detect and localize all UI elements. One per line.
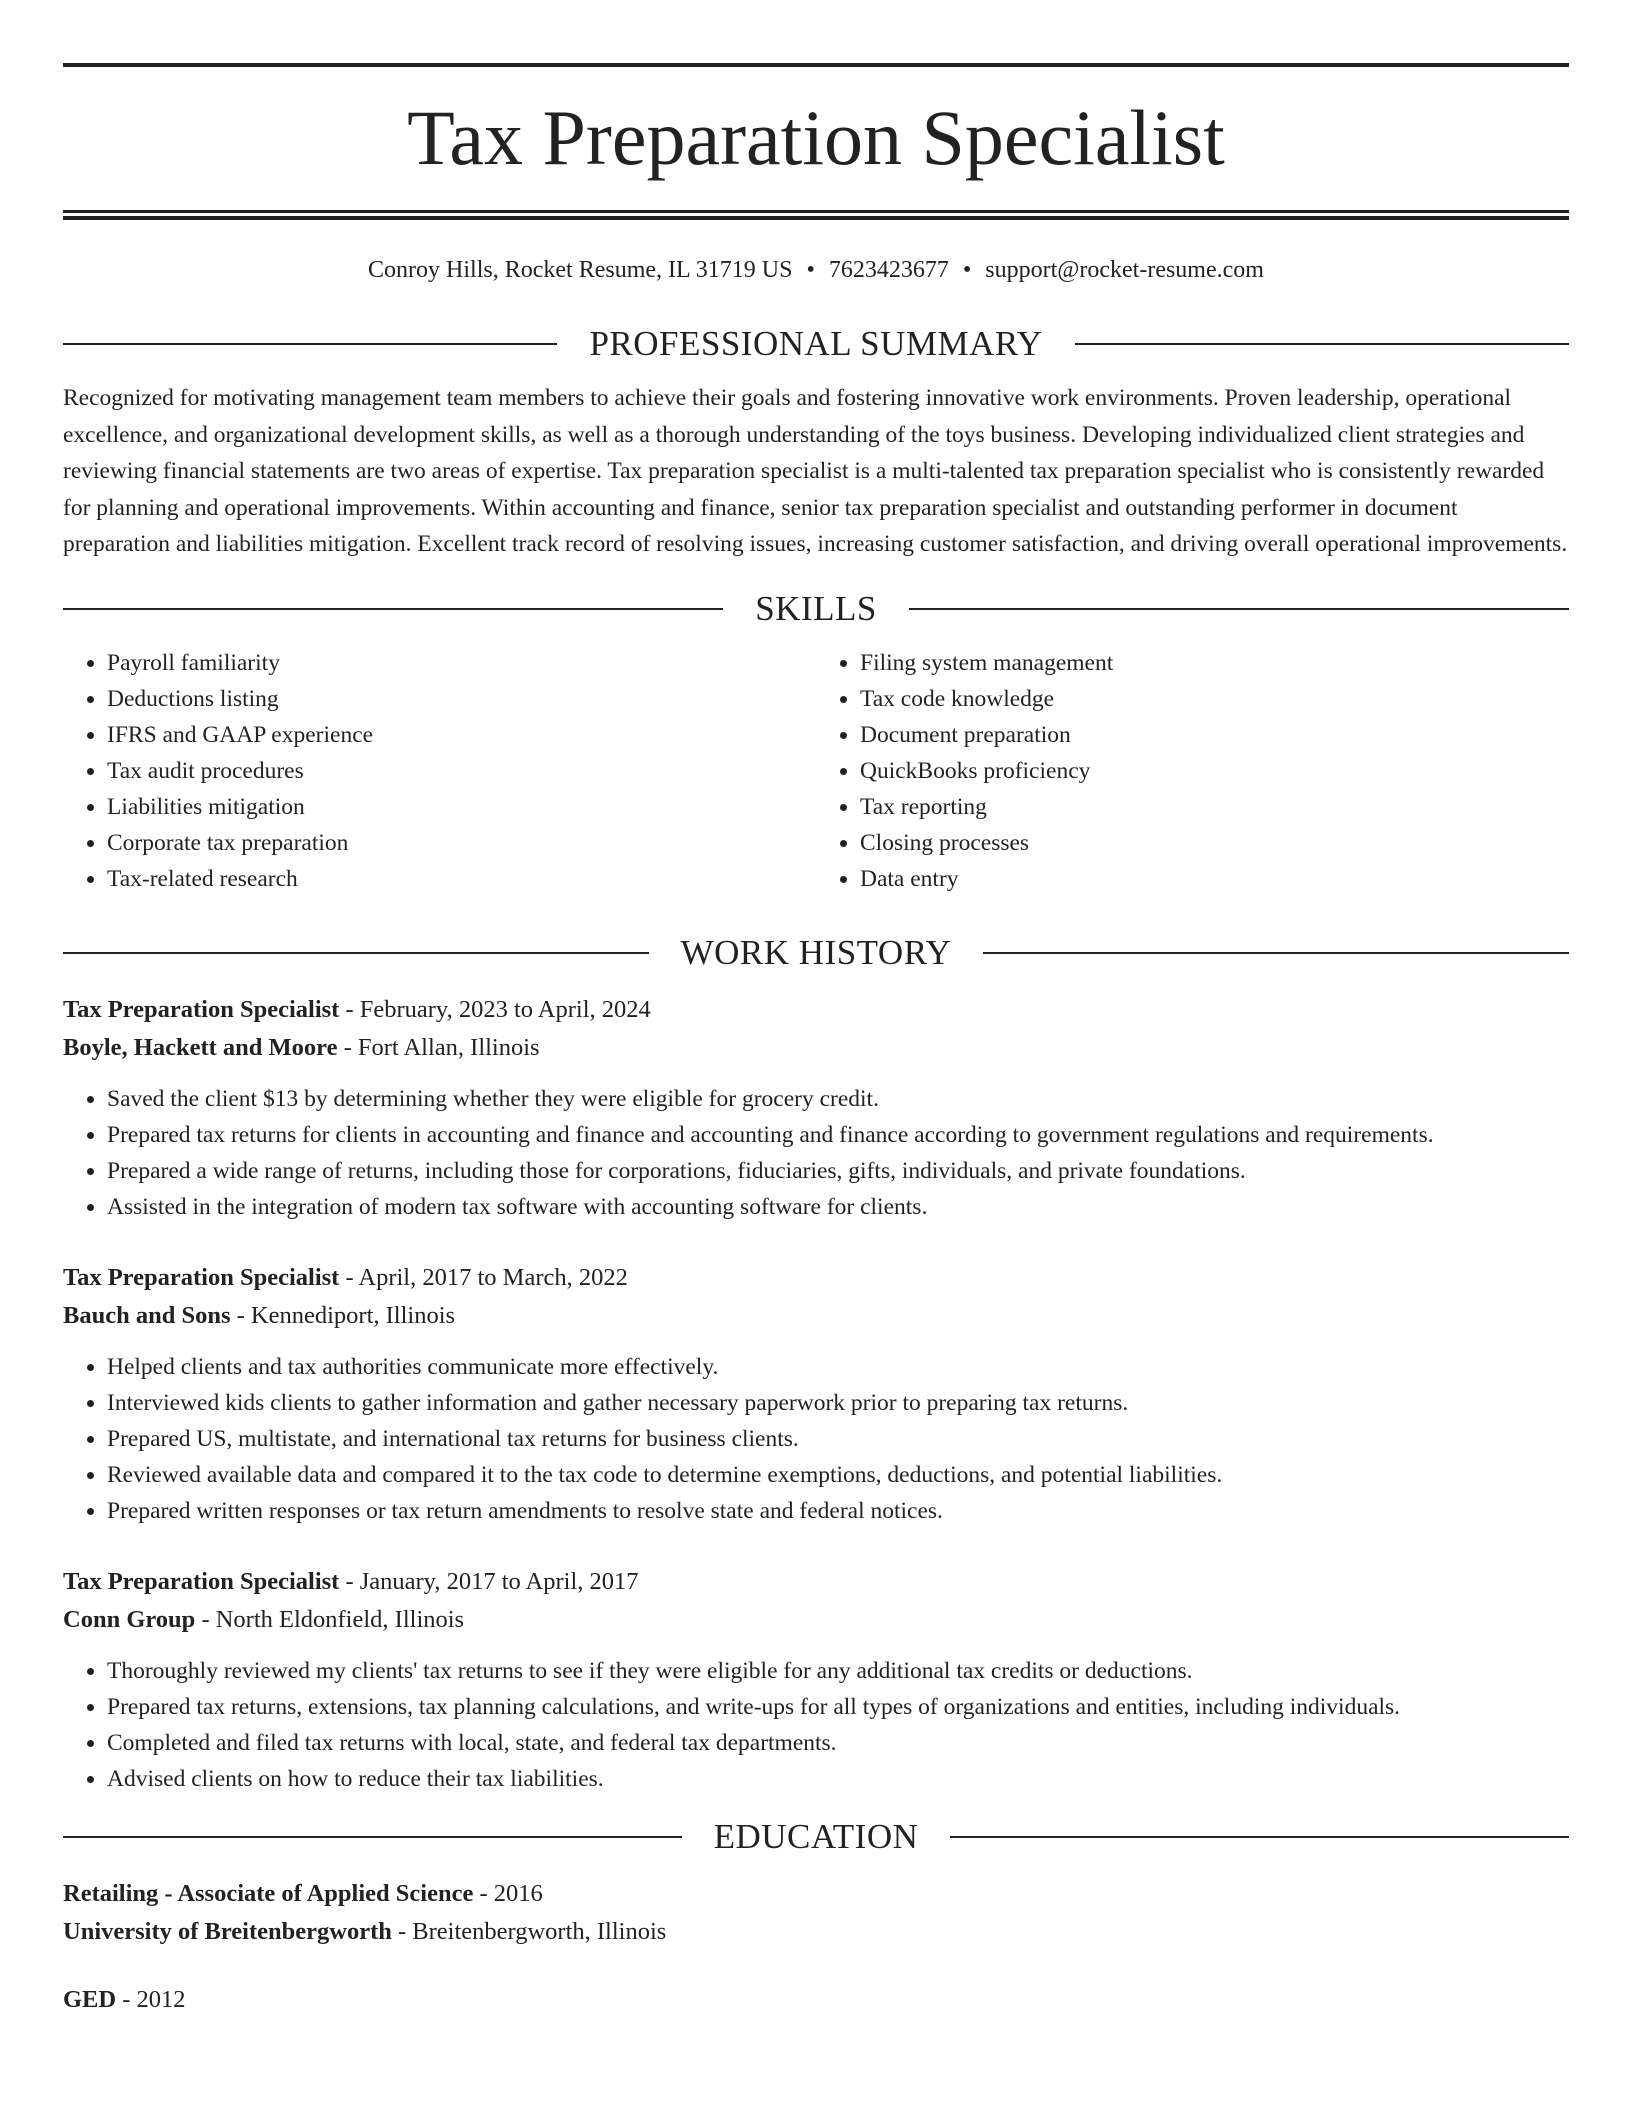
skill-item: • Tax reporting [860, 789, 1569, 825]
education-entry [63, 1981, 1569, 2019]
job-bullet: • Prepared a wide range of returns, including those for corporations, fiduciaries, gifts, individuals, and private foundations. [107, 1153, 1569, 1189]
skill-item: • Tax-related research [107, 861, 816, 897]
job-dates: - January, 2017 to April, 2017 [339, 1567, 639, 1595]
skill-item: • Deductions listing [107, 681, 816, 717]
skill-item: • IFRS and GAAP experience [107, 717, 816, 753]
education-degree: Retailing - Associate of Applied Science [63, 1879, 474, 1907]
skill-item: • Tax code knowledge [860, 681, 1569, 717]
skills-columns [63, 645, 1569, 897]
job-bullet: • Reviewed available data and compared it to the tax code to determine exemptions, deductions, and potential liabilities. [107, 1457, 1569, 1493]
skill-item: • Payroll familiarity [107, 645, 816, 681]
header-double-rule [63, 210, 1569, 220]
resume-name: Tax Preparation Specialist [407, 94, 1225, 181]
job-bullet: • Saved the client $13 by determining whether they were eligible for grocery credit. [107, 1081, 1569, 1117]
divider-line [63, 952, 649, 954]
summary-text: Recognized for motivating management team members to achieve their goals and fostering innovative work environments. Proven leadership, operational excellence, and organizational development skills, as well as a thorough understanding of the toys business. Developing individualized client strategies and reviewing financial statements are two areas of expertise. Tax preparation specialist is a multi-talented tax preparation specialist who is consistently rewarded for planning and operational improvements. Within accounting and finance, senior tax preparation specialist and outstanding performer in document preparation and liabilities mitigation. Excellent track record of resolving issues, increasing customer satisfaction, and driving overall operational improvements. [63, 385, 1568, 557]
job-company-line [63, 1601, 1569, 1639]
job-location: - Kennediport, Illinois [230, 1301, 456, 1329]
skill-item: • Closing processes [860, 825, 1569, 861]
education-title: EDUCATION [713, 1816, 919, 1856]
job-company-line [63, 1297, 1569, 1335]
contact-address: Conroy Hills, Rocket Resume, IL 31719 US [368, 257, 793, 283]
job-entry [63, 1259, 1569, 1529]
contact-line [63, 254, 1569, 286]
header-top-rule [63, 63, 1569, 67]
job-role: Tax Preparation Specialist [63, 995, 340, 1023]
job-entry [63, 1563, 1569, 1797]
contact-phone: 7623423677 [828, 257, 949, 283]
divider-line [950, 1836, 1569, 1838]
divider-line [63, 608, 723, 610]
job-bullet: • Interviewed kids clients to gather information and gather necessary paperwork prior to preparing tax returns. [107, 1385, 1569, 1421]
work-title: WORK HISTORY [680, 932, 952, 972]
job-bullets [63, 1349, 1569, 1529]
job-role: Tax Preparation Specialist [63, 1263, 340, 1291]
divider-line [909, 608, 1569, 610]
education-degree: GED [63, 1985, 117, 2013]
job-entry [63, 991, 1569, 1225]
skill-item: • QuickBooks proficiency [860, 753, 1569, 789]
skills-list-left [63, 645, 816, 897]
education-degree-line [63, 1981, 1569, 2019]
skill-item: • Corporate tax preparation [107, 825, 816, 861]
job-bullets [63, 1653, 1569, 1797]
skill-item: • Data entry [860, 861, 1569, 897]
skills-heading [63, 589, 1569, 629]
job-bullet: • Helped clients and tax authorities communicate more effectively. [107, 1349, 1569, 1385]
job-bullet: • Prepared written responses or tax return amendments to resolve state and federal notices. [107, 1493, 1569, 1529]
education-year: - 2016 [473, 1879, 543, 1907]
contact-separator: • [962, 257, 972, 283]
divider-line [63, 343, 557, 345]
job-bullet: • Advised clients on how to reduce their tax liabilities. [107, 1761, 1569, 1797]
job-company-line [63, 1029, 1569, 1067]
job-role-line [63, 1563, 1569, 1601]
education-degree-line [63, 1875, 1569, 1913]
work-heading [63, 933, 1569, 973]
education-school: University of Breitenbergworth [63, 1917, 392, 1945]
job-company: Bauch and Sons [63, 1301, 231, 1329]
skill-item: • Document preparation [860, 717, 1569, 753]
job-location: - North Eldonfield, Illinois [195, 1605, 465, 1633]
education-location: - Breitenbergworth, Illinois [391, 1917, 667, 1945]
skill-item: • Tax audit procedures [107, 753, 816, 789]
job-bullets [63, 1081, 1569, 1225]
education-heading [63, 1817, 1569, 1857]
job-bullet: • Prepared US, multistate, and international tax returns for business clients. [107, 1421, 1569, 1457]
skills-list-right [816, 645, 1569, 897]
divider-line [983, 952, 1569, 954]
job-bullet: • Completed and filed tax returns with local, state, and federal tax departments. [107, 1725, 1569, 1761]
education-school-line [63, 1913, 1569, 1951]
job-role-line [63, 991, 1569, 1029]
education-entry [63, 1875, 1569, 1951]
contact-separator: • [806, 257, 815, 283]
job-dates: - April, 2017 to March, 2022 [339, 1263, 628, 1291]
job-role-line [63, 1259, 1569, 1297]
job-dates: - February, 2023 to April, 2024 [339, 995, 651, 1023]
job-company: Boyle, Hackett and Moore [63, 1033, 338, 1061]
job-bullet: • Prepared tax returns for clients in accounting and finance and accounting and finance according to government regulations and requirements. [107, 1117, 1569, 1153]
job-bullet: • Thoroughly reviewed my clients' tax returns to see if they were eligible for any additional tax credits or deductions. [107, 1653, 1569, 1689]
divider-line [63, 1836, 682, 1838]
contact-email: support@rocket-resume.com [985, 257, 1264, 283]
job-location: - Fort Allan, Illinois [337, 1033, 540, 1061]
summary-title: PROFESSIONAL SUMMARY [589, 324, 1043, 363]
job-bullet: • Assisted in the integration of modern tax software with accounting software for clients. [107, 1189, 1569, 1225]
job-role: Tax Preparation Specialist [63, 1567, 340, 1595]
skill-item: • Filing system management [860, 645, 1569, 681]
skill-item: • Liabilities mitigation [107, 789, 816, 825]
divider-line [1075, 343, 1569, 345]
education-year: - 2012 [116, 1985, 186, 2013]
summary-heading [63, 324, 1569, 364]
skills-title: SKILLS [755, 588, 877, 628]
job-bullet: • Prepared tax returns, extensions, tax planning calculations, and write-ups for all types of organizations and entities, including individuals. [107, 1689, 1569, 1725]
education-list [63, 1875, 1569, 2019]
job-company: Conn Group [63, 1605, 196, 1633]
